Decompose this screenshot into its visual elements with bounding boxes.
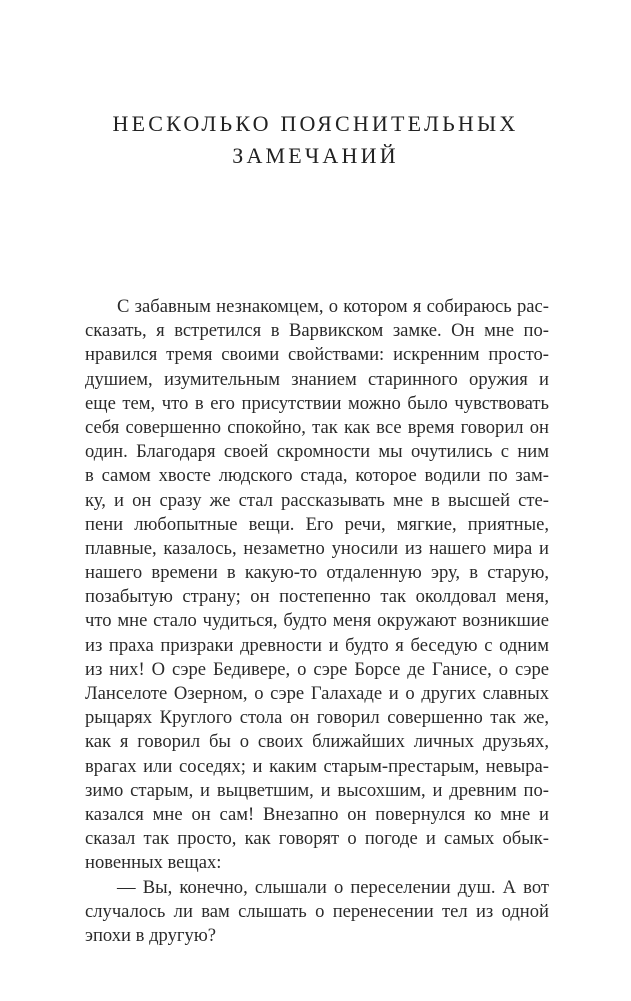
text-line: ку, и он сразу же стал рассказывать мне в высшей сте- [85, 489, 549, 511]
chapter-title-line: ЗАМЕЧАНИЙ [232, 143, 399, 168]
text-line: новенных вещах: [85, 852, 222, 874]
text-line: рыцарях Круглого стола он говорил совершенно так же, [85, 707, 549, 729]
text-line: плавные, казалось, незаметно уносили из нашего мира и [85, 537, 549, 559]
text-line: из праха призраки древности и будто я беседую с одним [85, 634, 549, 656]
text-line: нравился тремя своими свойствами: искренним просто- [85, 344, 549, 366]
text-line: один. Благодаря своей скромности мы очутились с ним [85, 441, 549, 463]
text-line: С забавным незнакомцем, о котором я собираюсь рас- [117, 296, 549, 317]
chapter-title-line: НЕСКОЛЬКО ПОЯСНИТЕЛЬНЫХ [112, 111, 519, 136]
text-line: в самом хвосте людского стада, которое водили по зам- [85, 465, 549, 487]
text-line: еще тем, что в его присутствии можно было чувствовать [85, 392, 549, 414]
text-line: душием, изумительным знанием старинного оружия и [85, 368, 549, 390]
text-line: зимо старым, и выцветшим, и высохшим, и древним по- [85, 779, 549, 801]
text-line: врагах или соседях; и каким старым-престарым, невыра- [85, 755, 549, 777]
text-line: себя совершенно спокойно, так как все время говорил он [85, 416, 549, 438]
text-line: позабытую страну; он постепенно так околдовал меня, [85, 586, 549, 608]
text-line: как я говорил бы о своих ближайших личных друзьях, [85, 731, 549, 753]
text-line: что мне стало чудиться, будто меня окружают возникшие [85, 610, 549, 632]
text-line: сказал так просто, как говорят о погоде и самых обык- [85, 828, 549, 850]
body-text [85, 295, 549, 948]
chapter-title [0, 108, 631, 172]
dialogue-line: — Вы, конечно, слышали о переселении душ. А вот [117, 876, 549, 898]
dialogue-line: эпохи в другую? [85, 924, 216, 946]
text-line: нашего времени в какую-то отдаленную эру, в старую, [85, 562, 549, 584]
text-line: Ланселоте Озерном, о сэре Галахаде и о других славных [85, 683, 549, 704]
text-line: казался мне он сам! Внезапно он повернулся ко мне и [85, 803, 549, 825]
text-line: пени любопытные вещи. Его речи, мягкие, приятные, [85, 513, 549, 535]
text-line: сказать, я встретился в Варвикском замке. Он мне по- [85, 320, 549, 342]
dialogue-line: случалось ли вам слышать о перенесении тел из одной [85, 900, 549, 922]
text-line: из них! О сэре Бедивере, о сэре Борсе де Ганисе, о сэре [85, 658, 549, 680]
